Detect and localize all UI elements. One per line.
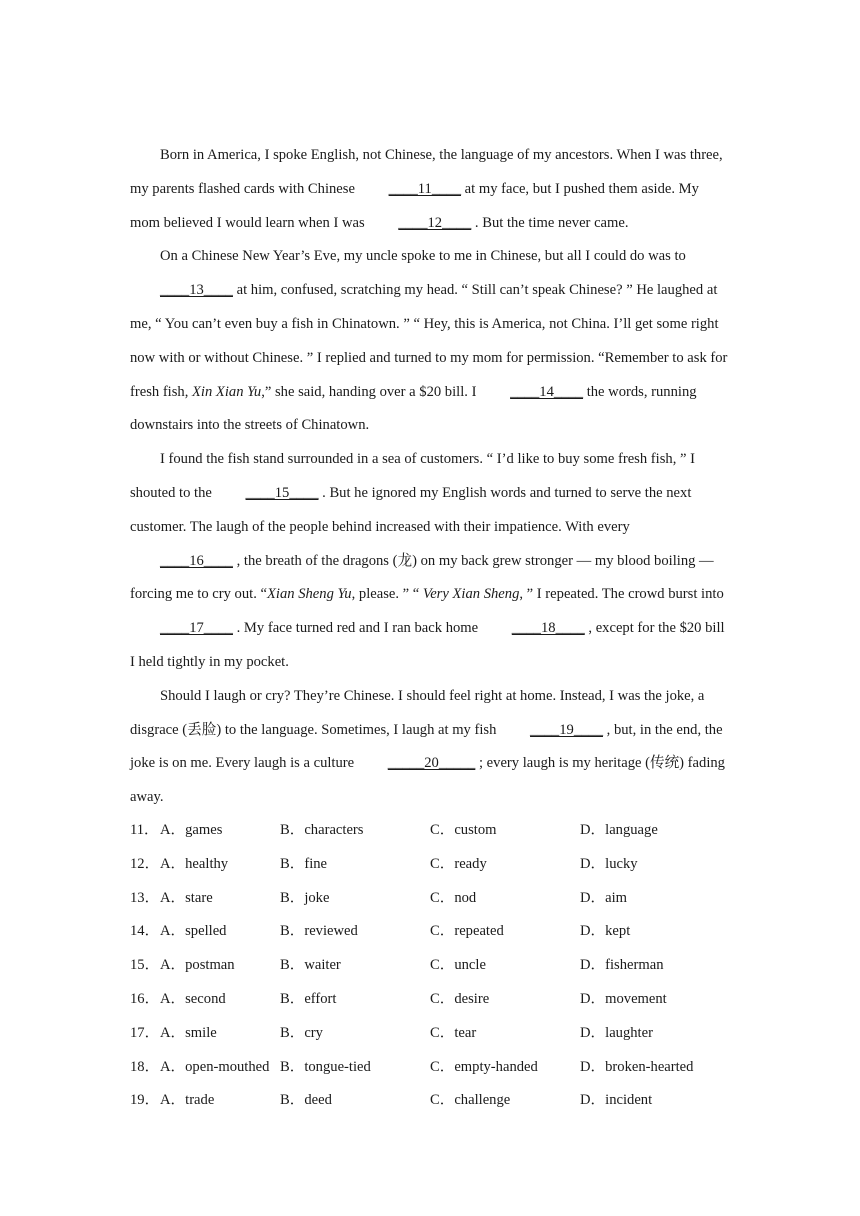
question-number: 12． (130, 855, 160, 872)
option-c: C．ready (430, 855, 487, 872)
option-a: A．games (160, 822, 223, 838)
option-c: C．empty-handed (430, 1058, 538, 1075)
blank-12: ____12____ (398, 214, 472, 231)
passage-text: . But the time never came. (471, 214, 629, 231)
option-c: C．challenge (430, 1092, 511, 1109)
paragraph-1 (130, 139, 730, 240)
question-row-11 (130, 814, 750, 848)
option-b: B．deed (280, 1092, 332, 1109)
blank-13: ____13____ (160, 282, 233, 299)
answer-options (130, 814, 750, 1118)
option-c: C．desire (430, 990, 490, 1007)
italic-term: Xian Sheng Yu (266, 586, 352, 603)
option-a: A．spelled (160, 923, 227, 940)
option-c: C．repeated (430, 923, 504, 940)
passage-text: at him, confused, scratching my head. “ Still can’t speak Chinese? ” He laughed at me, “ You can’t even buy a fish in Chinatown. ” “ Hey, this is America, not China. I’ll get some right now with or without Chinese. ” I replied and turned to my mom for permission. “Remember to ask for fresh fish, (130, 282, 728, 400)
passage-text: Born in America, I spoke English, not Chinese, the language of my ancestors. When I was three, my parents flashed cards with Chinese (130, 147, 723, 197)
paragraph-4 (130, 680, 730, 815)
option-b: B．tongue-tied (280, 1058, 371, 1075)
option-b: B．cry (280, 1024, 323, 1041)
option-b: B．effort (280, 990, 337, 1007)
question-row-14 (130, 915, 750, 949)
blank-16: ____16____ (160, 552, 233, 569)
question-number: 19． (130, 1092, 160, 1109)
option-a: A．smile (160, 1024, 217, 1041)
passage-text: , except for the $20 bill I held tightly in my pocket. (130, 620, 725, 670)
question-row-15 (130, 949, 750, 983)
option-b: B．characters (280, 822, 364, 838)
option-a: A．healthy (160, 855, 229, 872)
option-a: A．stare (160, 889, 213, 906)
option-b: B．joke (280, 889, 330, 906)
question-number: 11． (130, 822, 159, 838)
cloze-passage (130, 139, 730, 815)
option-a: A．trade (160, 1092, 215, 1109)
passage-text: , but, in the end, the joke is on me. Every laugh is a culture (130, 721, 723, 772)
blank-18: ____18____ (511, 620, 585, 637)
passage-text: the words, running downstairs into the streets of Chinatown. (130, 383, 697, 434)
passage-text: , ” I repeated. The crowd burst into (519, 586, 724, 603)
option-d: D．aim (580, 889, 628, 906)
option-b: B．reviewed (280, 923, 358, 940)
blank-15: ____15____ (245, 484, 319, 501)
passage-text: , the breath of the dragons (龙) on my back grew stronger — my blood boiling — forcing me to cry out. “ (130, 552, 714, 603)
paragraph-2 (130, 240, 730, 443)
passage-text: Should I laugh or cry? They’re Chinese. I should feel right at home. Instead, I was the joke, a disgrace (丢脸) to the language. Sometimes, I laugh at my fish (130, 687, 705, 738)
option-d: D．fisherman (580, 957, 664, 974)
option-d: D．language (580, 822, 658, 838)
question-row-12 (130, 848, 750, 882)
passage-text: . But he ignored my English words and turned to serve the next customer. The laugh of the people behind increased with their impatience. With every (130, 484, 692, 535)
passage-text: ; every laugh is my heritage (传统) fading away. (130, 755, 725, 806)
question-number: 17． (130, 1024, 160, 1041)
question-row-19 (130, 1084, 750, 1118)
passage-text: . My face turned red and I ran back home (232, 620, 482, 637)
question-row-16 (130, 983, 750, 1017)
question-number: 14． (130, 923, 160, 940)
option-c: C．tear (430, 1024, 477, 1041)
option-a: A．open-mouthed (160, 1058, 270, 1075)
italic-term: Very Xian Sheng (422, 586, 520, 603)
passage-text: , please. ” “ (351, 586, 423, 603)
option-a: A．postman (160, 957, 235, 974)
question-row-18 (130, 1051, 750, 1085)
question-number: 18． (130, 1058, 160, 1075)
option-d: D．laughter (580, 1024, 653, 1041)
blank-14: ____14____ (510, 383, 584, 400)
question-number: 13． (130, 889, 160, 906)
passage-text: I found the fish stand surrounded in a sea of customers. “ I’d like to buy some fresh fish, ” I shouted to the (130, 451, 695, 501)
blank-19: ____19____ (530, 721, 603, 738)
question-number: 16． (130, 990, 160, 1007)
paragraph-3 (130, 443, 730, 680)
question-row-13 (130, 882, 750, 916)
blank-20: _____20_____ (387, 755, 476, 772)
blank-17: ____17____ (160, 620, 233, 637)
question-number: 15． (130, 957, 160, 974)
option-d: D．incident (580, 1092, 653, 1109)
option-c: C．custom (430, 822, 497, 838)
option-d: D．lucky (580, 855, 638, 872)
passage-text: ,” she said, handing over a $20 bill. I (261, 383, 481, 400)
option-c: C．uncle (430, 957, 486, 974)
option-b: B．fine (280, 855, 328, 872)
option-d: D．broken-hearted (580, 1058, 694, 1075)
option-b: B．waiter (280, 957, 341, 974)
option-d: D．movement (580, 990, 667, 1007)
option-d: D．kept (580, 923, 631, 940)
option-c: C．nod (430, 889, 477, 906)
blank-11: ____11____ (388, 180, 462, 197)
question-row-17 (130, 1017, 750, 1051)
passage-text: at my face, but I pushed them aside. My mom believed I would learn when I was (130, 180, 699, 231)
passage-text: On a Chinese New Year’s Eve, my uncle spoke to me in Chinese, but all I could do was to (160, 248, 686, 265)
option-a: A．second (160, 990, 226, 1007)
italic-term: Xin Xian Yu (192, 383, 262, 400)
